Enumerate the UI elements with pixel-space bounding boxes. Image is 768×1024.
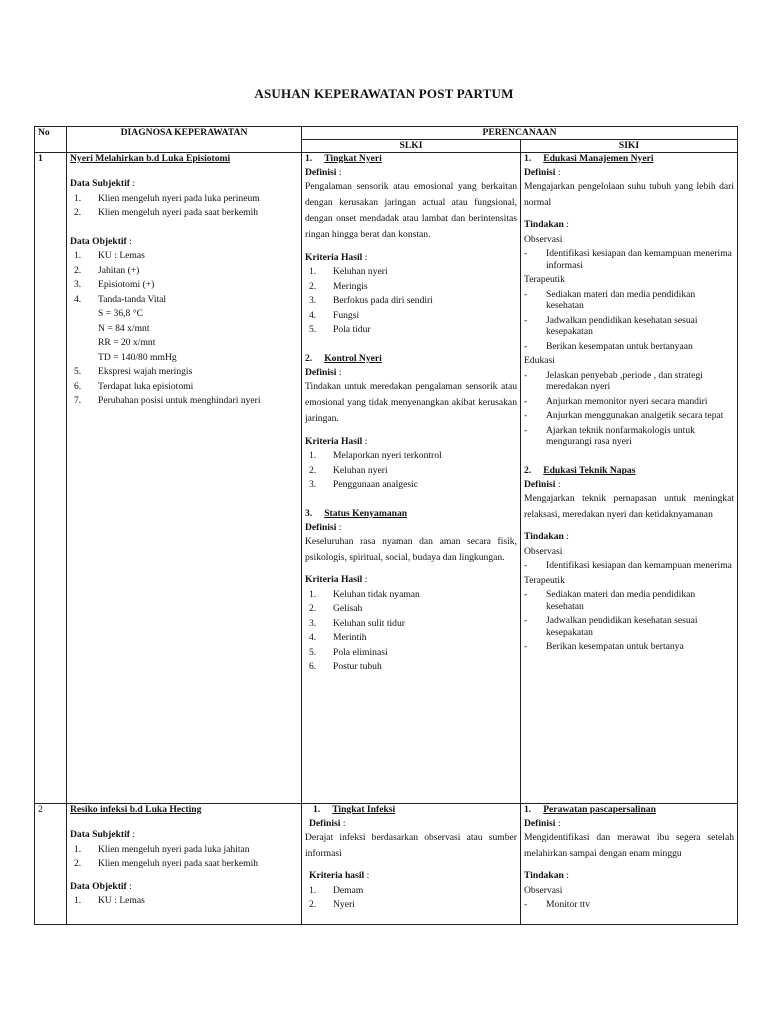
page-title: ASUHAN KEPERAWATAN POST PARTUM <box>254 86 514 101</box>
slki-cell <box>302 803 521 924</box>
siki-title: 2. Edukasi Teknik Napas <box>524 464 636 476</box>
definisi-label: Definisi : <box>305 367 342 379</box>
table-row <box>35 152 738 803</box>
list-item: 3. Berfokus pada diri sendiri <box>309 295 433 307</box>
kriteria-label: Kriteria Hasil : <box>305 251 368 263</box>
definisi-text: Tindakan untuk meredakan pengalaman sensorik atau emosional yang tidak menyenangkan akibat kerusakan jaringan. <box>305 380 517 425</box>
list-item: - Berikan kesempatan untuk bertanyaan <box>524 340 693 352</box>
vital-sign: TD = 140/80 mmHg <box>98 351 177 363</box>
list-item: - Sediakan materi dan media pendidikan kesehatan <box>524 589 696 612</box>
definisi-label: Definisi : <box>524 167 561 178</box>
list-item: 2. Klien mengeluh nyeri pada saat berkemih <box>74 207 259 218</box>
slki-title: 1. Tingkat Infeksi <box>313 803 396 815</box>
tindakan-label: Tindakan : <box>524 870 569 882</box>
siki-title: 1. Perawatan pascapersalinan <box>524 803 656 815</box>
list-item: 1. Klien mengeluh nyeri pada luka jahitan <box>74 843 250 855</box>
kriteria-label: Kriteria Hasil : <box>305 435 368 447</box>
diagnosa-cell <box>67 152 302 803</box>
list-item: 4. Fungsi <box>309 309 360 321</box>
terapeutik-label: Terapeutik <box>524 274 565 286</box>
list-item: 1. Keluhan tidak nyaman <box>309 588 420 600</box>
vital-sign: S = 36,8 °C <box>98 308 143 319</box>
terapeutik-label: Terapeutik <box>524 574 565 586</box>
list-item: 5. Ekspresi wajah meringis <box>74 366 193 377</box>
slki-cell <box>302 152 521 803</box>
list-item: 2. Jahitan (+) <box>74 264 140 276</box>
tindakan-label: Tindakan : <box>524 531 569 543</box>
list-item: 6. Postur tubuh <box>309 661 382 673</box>
observasi-label: Observasi <box>524 884 563 896</box>
row-number: 2 <box>35 803 67 924</box>
slki-title: 3. Status Kenyamanan <box>305 507 408 519</box>
list-item: 6. Terdapat luka episiotomi <box>74 380 194 392</box>
list-item: - Berikan kesempatan untuk bertanya <box>524 641 684 653</box>
header-diagnosa: DIAGNOSA KEPERAWATAN <box>67 127 302 153</box>
list-item: 1. KU : Lemas <box>74 250 145 261</box>
list-item: - Ajarkan teknik nonfarmakologis untuk mengurangi rasa nyeri <box>524 424 695 448</box>
tindakan-label: Tindakan : <box>524 219 569 231</box>
subjektif-heading: Data Subjektif : <box>70 178 136 189</box>
definisi-label: Definisi : <box>309 818 346 829</box>
kriteria-label: Kriteria Hasil : <box>305 574 368 586</box>
slki-title: 1. Tingkat Nyeri <box>305 152 382 164</box>
list-item: 4. Tanda-tanda Vital <box>74 293 167 305</box>
diagnosa-title: Nyeri Melahirkan b.d Luka Episiotomi <box>70 152 231 164</box>
list-item: 2. Gelisah <box>309 603 363 615</box>
objektif-heading: Data Objektif : <box>70 880 132 892</box>
edukasi-label: Edukasi <box>524 355 555 367</box>
definisi-label: Definisi : <box>524 818 561 829</box>
header-row-1 <box>35 127 738 140</box>
list-item: 2. Nyeri <box>309 899 355 911</box>
list-item: 2. Klien mengeluh nyeri pada saat berkemih <box>74 858 259 869</box>
definisi-text: Mengidentifikasi dan merawat ibu segera setelah melahirkan sampai dengan enam minggu <box>524 831 734 859</box>
row-number: 1 <box>35 152 67 803</box>
list-item: 3. Keluhan sulit tidur <box>309 617 405 629</box>
diagnosa-title: Resiko infeksi b.d Luka Hecting <box>70 803 202 815</box>
list-item: - Jadwalkan pendidikan kesehatan sesuai kesepakatan <box>524 314 698 338</box>
list-item: 1. Keluhan nyeri <box>309 266 388 278</box>
list-item: 2. Meringis <box>309 280 368 292</box>
header-siki: SIKI <box>521 139 738 152</box>
list-item: 5. Pola tidur <box>309 324 371 336</box>
list-item: - Sediakan materi dan media pendidikan kesehatan <box>524 288 696 312</box>
header-perencanaan: PERENCANAAN <box>302 127 738 140</box>
list-item: 4. Merintih <box>309 632 367 644</box>
list-item: 5. Pola eliminasi <box>309 646 388 658</box>
list-item: 3. Episiotomi (+) <box>74 279 155 290</box>
definisi-label: Definisi : <box>524 479 561 491</box>
vital-sign: N = 84 x/mnt <box>98 322 150 334</box>
observasi-label: Observasi <box>524 545 563 557</box>
header-no: No <box>35 127 67 153</box>
table-row <box>35 803 738 924</box>
definisi-text: Keseluruhan rasa nyaman dan aman secara fisik, psikologis, spiritual, social, budaya dan lingkungan. <box>305 535 517 563</box>
siki-title: 1. Edukasi Manajemen Nyeri <box>524 152 654 164</box>
siki-cell <box>521 803 738 924</box>
list-item: 1. Klien mengeluh nyeri pada luka perineum <box>74 192 260 204</box>
slki-title: 2. Kontrol Nyeri <box>305 352 382 364</box>
list-item: - Jadwalkan pendidikan kesehatan sesuai kesepakatan <box>524 615 698 638</box>
definisi-text: Derajat infeksi berdasarkan observasi atau sumber informasi <box>305 831 517 859</box>
definisi-text: Mengajarkan pengelolaan suhu tubuh yang lebih dari normal <box>524 180 734 208</box>
care-plan-table <box>34 126 738 925</box>
diagnosa-cell <box>67 803 302 924</box>
siki-cell <box>521 152 738 803</box>
list-item: 3. Penggunaan analgesic <box>309 479 418 491</box>
list-item: - Identifikasi kesiapan dan kemampuan menerima <box>524 560 732 572</box>
definisi-text: Mengajarkan teknik pernapasan untuk meningkat relaksasi, meredakan nyeri dan ketidaknyamanan <box>524 492 734 520</box>
observasi-label: Observasi <box>524 233 563 245</box>
subjektif-heading: Data Subjektif : <box>70 829 136 840</box>
list-item: 1. Demam <box>309 884 364 896</box>
kriteria-label: Kriteria hasil : <box>309 870 370 882</box>
definisi-text: Pengalaman sensorik atau emosional yang berkaitan dengan kerusakan jaringan actual atau fungsional, dengan onset mendadak atau lambat dan berintensitas ringan hingga berat dan konstan. <box>305 180 517 241</box>
list-item: 7. Perubahan posisi untuk menghindari nyeri <box>74 395 261 406</box>
definisi-label: Definisi : <box>305 522 342 534</box>
list-item: 1. KU : Lemas <box>74 895 145 906</box>
list-item: 1. Melaporkan nyeri terkontrol <box>309 450 442 462</box>
list-item: 2. Keluhan nyeri <box>309 464 388 476</box>
header-slki: SLKI <box>302 139 521 152</box>
list-item: - Jelaskan penyebab ,periode , dan strategi meredakan nyeri <box>524 369 703 393</box>
definisi-label: Definisi : <box>305 167 342 178</box>
list-item: - Anjurkan menggunakan analgetik secara tepat <box>524 410 724 422</box>
list-item: - Monitor ttv <box>524 899 590 911</box>
list-item: - Anjurkan memonitor nyeri secara mandiri <box>524 395 708 407</box>
vital-sign: RR = 20 x/mnt <box>98 337 156 348</box>
list-item: - Identifikasi kesiapan dan kemampuan menerima informasi <box>524 248 732 271</box>
objektif-heading: Data Objektif : <box>70 235 132 247</box>
